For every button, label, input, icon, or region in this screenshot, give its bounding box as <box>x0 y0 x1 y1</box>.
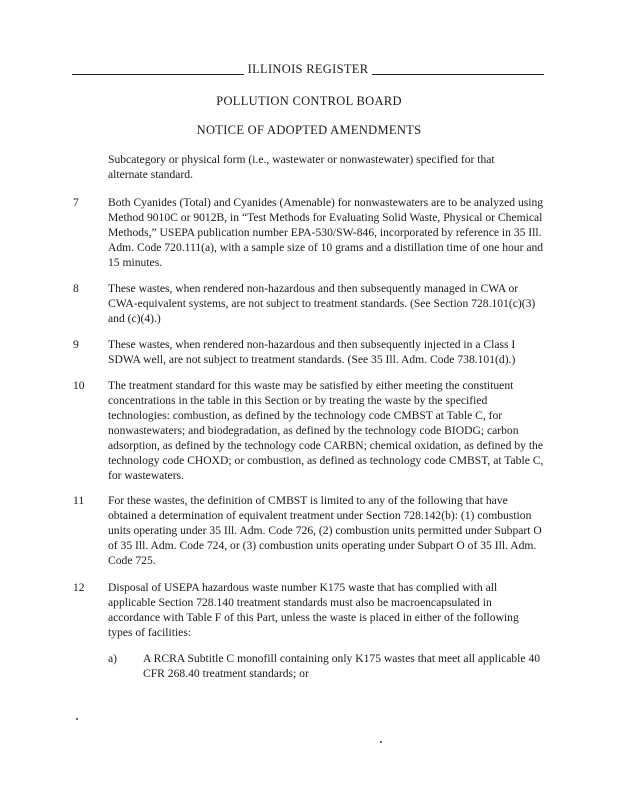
note-number-7: 7 <box>73 196 79 209</box>
note-text-7: Both Cyanides (Total) and Cyanides (Amenable) for nonwastewaters are to be analyzed using Method 9010C or 9012B, in “Test Methods for Evaluating Solid Waste, Physical or Chemical Methods,” USEPA publication number EPA-530/SW-846, incorporated by reference in 35 Ill. Adm. Code 720.111(a), with a sample size of 10 grams and a distillation time of one hour and 15 minutes. <box>108 196 544 269</box>
note-number-12: 12 <box>73 581 85 594</box>
note-number-11: 11 <box>73 494 85 507</box>
subitem-label-a: a) <box>108 652 118 665</box>
scan-speck <box>380 741 382 743</box>
note-text-11: For these wastes, the definition of CMBST is limited to any of the following that have obtained a determination of equivalent treatment under Section 728.142(b): (1) combustion units operating under 35 Ill. Adm. Code 726, (2) combustion units permitted under Subpart O of 35 Ill. Adm. Code 724, or (3) combustion units operating under Subpart O of 35 Ill. Adm. Code 725. <box>108 494 542 567</box>
note-number-8: 8 <box>73 282 79 295</box>
register-title: ILLINOIS REGISTER <box>244 62 373 76</box>
note-text-8: These wastes, when rendered non-hazardous and then subsequently managed in CWA or CWA-equivalent systems, are not subject to treatment standards. (See Section 728.101(c)(3) and (c)(4).) <box>108 282 536 325</box>
header-rule <box>72 62 544 78</box>
note-text-9: These wastes, when rendered non-hazardous and then subsequently injected in a Class I SDWA well, are not subject to treatment standards. (See 35 Ill. Adm. Code 738.101(d).) <box>108 338 516 366</box>
scan-speck <box>76 718 78 720</box>
board-title: POLLUTION CONTROL BOARD <box>216 94 402 108</box>
note-number-9: 9 <box>73 338 79 351</box>
note-text-10: The treatment standard for this waste may be satisfied by either meeting the constituent concentrations in the table in this Section or by treating the waste by the specified technologies: combustion, as defined by the technology code CMBST at Table C, for nonwastewaters; and biodegradation, as defined by the technology code BIODG; carbon adsorption, as defined by the technology code CARBN; chemical oxidation, as defined by the technology code CHOXD; or combustion, as defined as technology code CMBST, at Table C, for wastewaters. <box>108 379 544 482</box>
note-text-12: Disposal of USEPA hazardous waste number K175 waste that has complied with all applicable Section 728.140 treatment standards must also be macroencapsulated in accordance with Table F of this Part, unless the waste is placed in either of the following types of facilities: <box>108 581 519 639</box>
intro-paragraph: Subcategory or physical form (i.e., wastewater or nonwastewater) specified for that alternate standard. <box>108 153 495 181</box>
note-number-10: 10 <box>73 379 85 392</box>
subitem-text-a: A RCRA Subtitle C monofill containing only K175 wastes that meet all applicable 40 CFR 268.40 treatment standards; or <box>143 652 541 680</box>
notice-title: NOTICE OF ADOPTED AMENDMENTS <box>196 123 422 137</box>
